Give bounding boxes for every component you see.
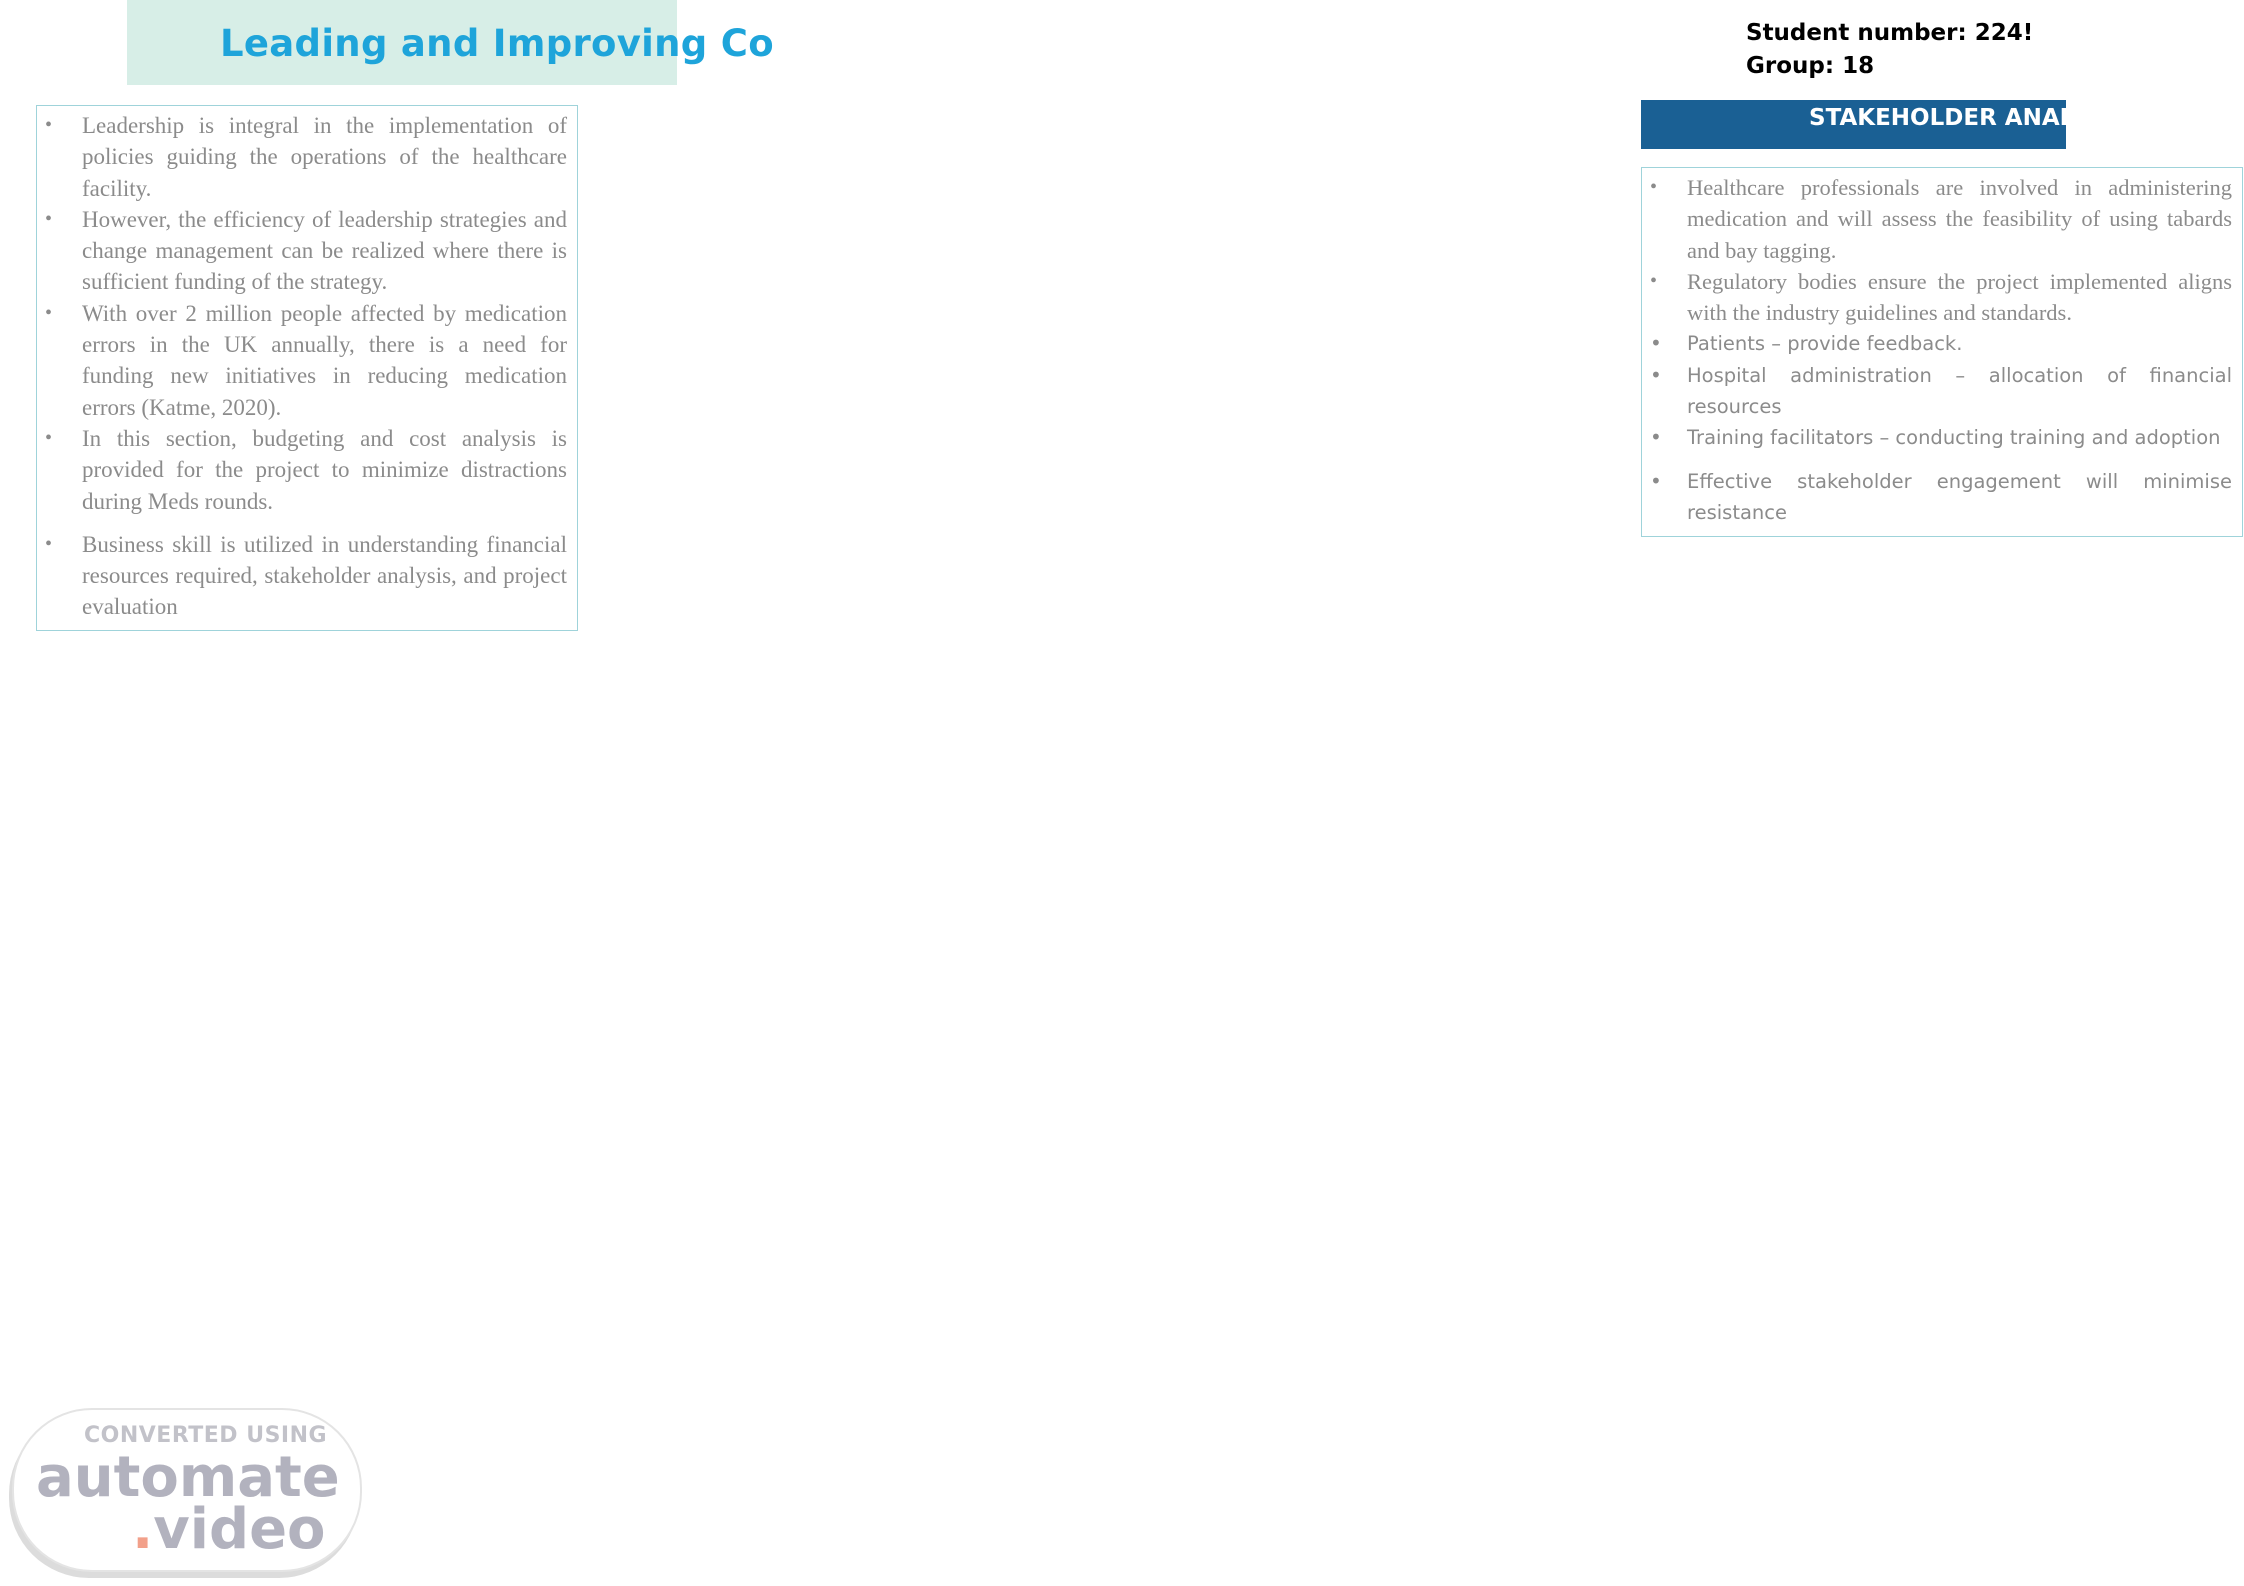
stakeholder-text-box	[1641, 167, 2243, 537]
watermark-video-word: video	[153, 1497, 326, 1562]
list-item: • Business skill is utilized in understanding financial resources required, stakeholder analysis, and project evaluation	[37, 529, 567, 623]
title-banner	[127, 0, 774, 85]
bullet-icon: •	[1650, 269, 1658, 292]
bullet-icon: •	[45, 532, 53, 555]
leadership-bullet-list	[37, 110, 567, 623]
bullet-icon: •	[45, 301, 53, 324]
list-item: • Hospital administration – allocation of financial resources	[1642, 360, 2232, 423]
list-item: • In this section, budgeting and cost analysis is provided for the project to minimize distractions during Meds rounds.	[37, 423, 567, 517]
converter-watermark	[12, 1408, 362, 1572]
student-number: Student number: 224!	[1746, 20, 2034, 46]
bullet-icon: •	[45, 426, 53, 449]
group-number: Group: 18	[1746, 53, 1875, 79]
slide-title: Leading and Improving Co	[220, 22, 774, 65]
list-item: • Effective stakeholder engagement will minimise resistance	[1642, 466, 2232, 529]
bullet-icon: •	[1650, 425, 1662, 450]
watermark-logo-word: automate	[36, 1445, 340, 1510]
list-item: • However, the efficiency of leadership strategies and change management can be realized where there is sufficient funding of the strategy.	[37, 204, 567, 298]
bullet-icon: •	[1650, 176, 1658, 198]
stakeholder-heading: STAKEHOLDER ANALYSI	[1809, 105, 2113, 131]
bullet-icon: •	[1650, 362, 1662, 387]
stakeholder-bullet-list	[1642, 172, 2232, 528]
list-item: • Regulatory bodies ensure the project implemented aligns with the industry guidelines and standards.	[1642, 266, 2232, 329]
bullet-icon: •	[45, 114, 53, 136]
student-info	[1746, 17, 2034, 83]
list-item: • With over 2 million people affected by medication errors in the UK annually, there is a need for funding new initiatives in reducing medication errors (Katme, 2020).	[37, 298, 567, 423]
list-item: • Healthcare professionals are involved in administering medication and will assess the feasibility of using tabards and bay tagging.	[1642, 172, 2232, 266]
list-item: • Patients – provide feedback.	[1642, 328, 2232, 359]
watermark-logo-suffix	[132, 1497, 326, 1562]
stakeholder-banner	[1641, 100, 2113, 149]
list-item: • Training facilitators – conducting training and adoption	[1642, 422, 2232, 453]
watermark-dot: .	[132, 1497, 154, 1562]
bullet-icon: •	[1650, 468, 1662, 493]
list-item: • Leadership is integral in the implementation of policies guiding the operations of the healthcare facility.	[37, 110, 567, 204]
leadership-text-box	[36, 105, 578, 631]
bullet-icon: •	[45, 207, 53, 230]
watermark-caption: CONVERTED USING	[84, 1423, 328, 1448]
bullet-icon: •	[1650, 331, 1662, 356]
